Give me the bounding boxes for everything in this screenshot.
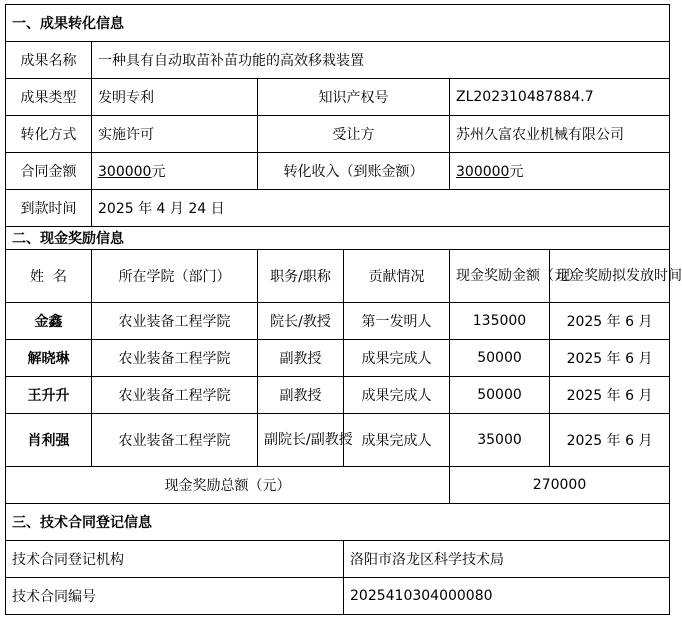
row-contribution: 成果完成人 bbox=[344, 340, 450, 377]
header-contribution: 贡献情况 bbox=[344, 250, 450, 303]
assignee-label: 受让方 bbox=[258, 116, 450, 153]
row-position: 副教授 bbox=[258, 340, 344, 377]
table-row bbox=[6, 340, 670, 377]
row-contribution: 成果完成人 bbox=[344, 414, 450, 467]
arrival-time-value: 2025 年 4 月 24 日 bbox=[92, 190, 670, 227]
row-time: 2025 年 6 月 bbox=[550, 340, 670, 377]
table-row bbox=[6, 377, 670, 414]
row-position: 副教授 bbox=[258, 377, 344, 414]
row-time: 2025 年 6 月 bbox=[550, 377, 670, 414]
row-contribution: 成果完成人 bbox=[344, 377, 450, 414]
header-time: 现金奖励拟发放时间 bbox=[550, 250, 670, 303]
contract-amount-value bbox=[92, 153, 258, 190]
row-time: 2025 年 6 月 bbox=[550, 414, 670, 467]
achievement-name-label: 成果名称 bbox=[6, 42, 92, 79]
section-2-title: 二、现金奖励信息 bbox=[6, 227, 670, 250]
contract-amount-number: 300000 bbox=[98, 164, 152, 180]
header-college: 所在学院（部门） bbox=[92, 250, 258, 303]
row-college: 农业装备工程学院 bbox=[92, 377, 258, 414]
row-position: 副院长/副教授 bbox=[258, 414, 344, 467]
ip-number-label: 知识产权号 bbox=[258, 79, 450, 116]
achievement-type-label: 成果类型 bbox=[6, 79, 92, 116]
total-amount-value: 270000 bbox=[450, 467, 670, 504]
row-amount: 50000 bbox=[450, 377, 550, 414]
transfer-income-value bbox=[450, 153, 670, 190]
row-position: 院长/教授 bbox=[258, 303, 344, 340]
transfer-income-unit: 元 bbox=[509, 164, 524, 180]
section-1-title: 一、成果转化信息 bbox=[6, 5, 670, 42]
achievement-type-value: 发明专利 bbox=[92, 79, 258, 116]
assignee-value: 苏州久富农业机械有限公司 bbox=[450, 116, 670, 153]
ip-number-value: ZL202310487884.7 bbox=[450, 79, 670, 116]
registration-agency-label: 技术合同登记机构 bbox=[6, 541, 344, 578]
row-college: 农业装备工程学院 bbox=[92, 340, 258, 377]
row-name: 肖利强 bbox=[6, 414, 92, 467]
achievement-name-value: 一种具有自动取苗补苗功能的高效移栽装置 bbox=[92, 42, 670, 79]
header-position: 职务/职称 bbox=[258, 250, 344, 303]
table-row bbox=[6, 303, 670, 340]
transfer-method-value: 实施许可 bbox=[92, 116, 258, 153]
row-amount: 35000 bbox=[450, 414, 550, 467]
row-name: 王升升 bbox=[6, 377, 92, 414]
transfer-income-label: 转化收入（到账金额） bbox=[258, 153, 450, 190]
header-amount: 现金奖励金额（元） bbox=[450, 250, 550, 303]
achievement-transfer-table bbox=[5, 4, 682, 615]
section-3-title: 三、技术合同登记信息 bbox=[6, 504, 670, 541]
row-amount: 135000 bbox=[450, 303, 550, 340]
contract-amount-label: 合同金额 bbox=[6, 153, 92, 190]
contract-number-label: 技术合同编号 bbox=[6, 578, 344, 615]
transfer-income-number: 300000 bbox=[456, 164, 510, 180]
arrival-time-label: 到款时间 bbox=[6, 190, 92, 227]
row-amount: 50000 bbox=[450, 340, 550, 377]
row-contribution: 第一发明人 bbox=[344, 303, 450, 340]
contract-amount-unit: 元 bbox=[151, 164, 166, 180]
row-college: 农业装备工程学院 bbox=[92, 414, 258, 467]
row-name: 金鑫 bbox=[6, 303, 92, 340]
table-row bbox=[6, 414, 670, 467]
header-name: 姓 名 bbox=[6, 250, 92, 303]
contract-number-value: 2025410304000080 bbox=[344, 578, 670, 615]
row-time: 2025 年 6 月 bbox=[550, 303, 670, 340]
row-name: 解晓琳 bbox=[6, 340, 92, 377]
registration-agency-value: 洛阳市洛龙区科学技术局 bbox=[344, 541, 670, 578]
transfer-method-label: 转化方式 bbox=[6, 116, 92, 153]
row-college: 农业装备工程学院 bbox=[92, 303, 258, 340]
total-amount-label: 现金奖励总额（元） bbox=[6, 467, 450, 504]
